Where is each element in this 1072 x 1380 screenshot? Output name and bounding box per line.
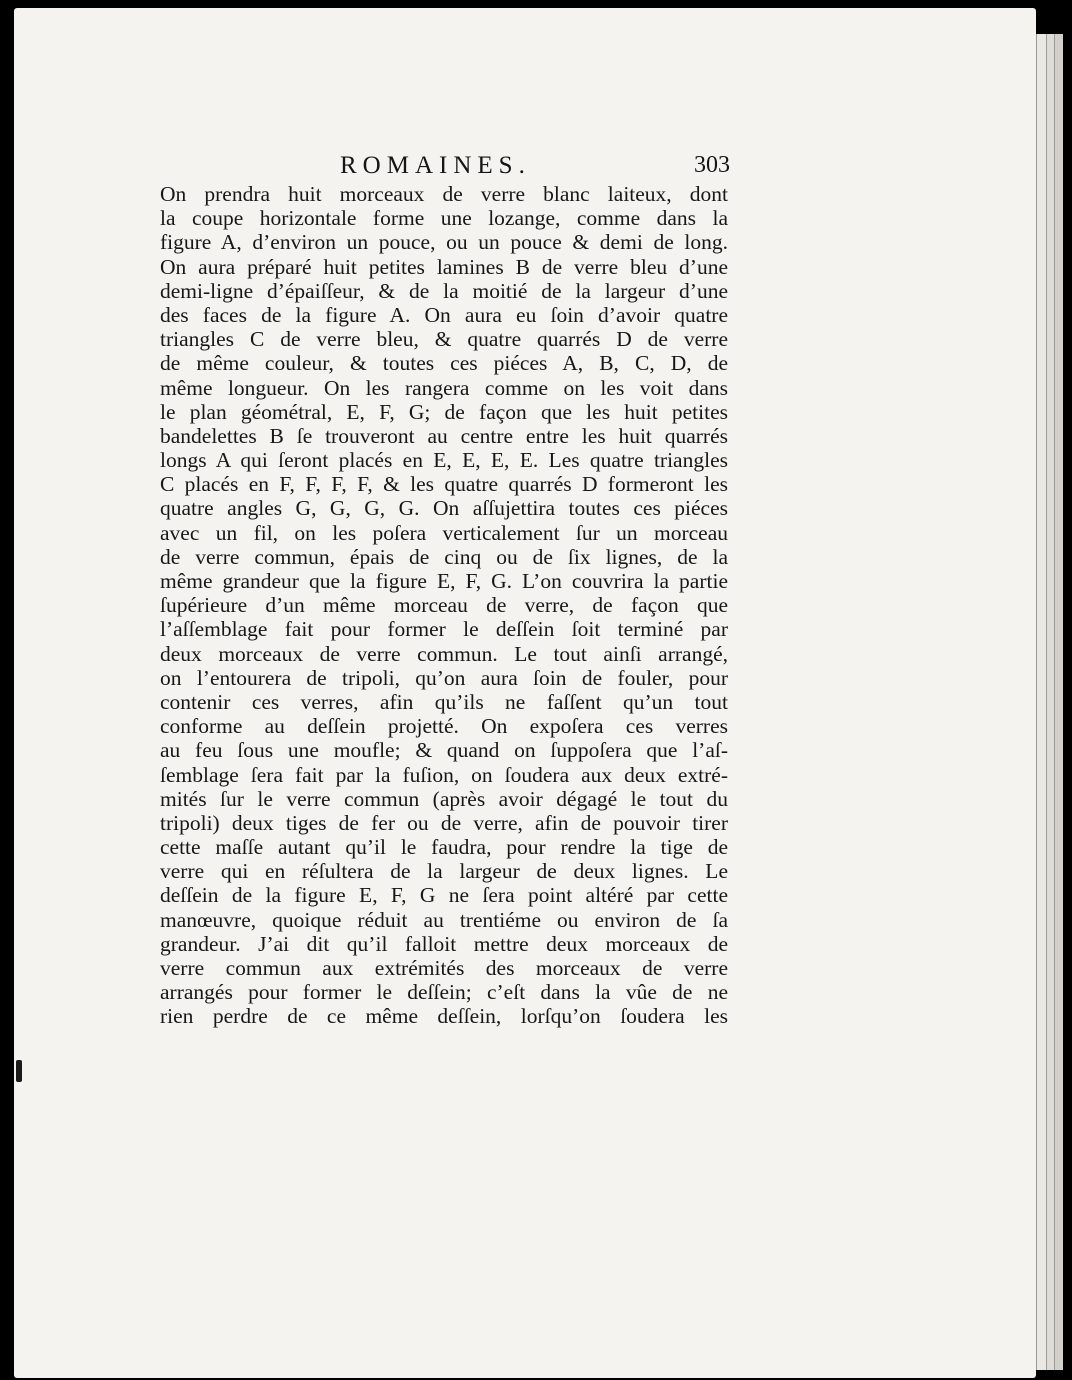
text-line: rien perdre de ce même deſſein, lorſqu’on ſoudera les — [160, 1004, 728, 1029]
text-line: deux morceaux de verre commun. Le tout ainſi arrangé, — [160, 641, 728, 666]
body-text — [160, 182, 728, 1029]
text-line: cette maſſe autant qu’il le faudra, pour rendre la tige de — [160, 835, 728, 860]
text-line: longs A qui ſeront placés en E, E, E, E. Les quatre triangles — [160, 448, 728, 473]
text-line: verre commun aux extrémités des morceaux de verre — [160, 956, 728, 980]
text-line: demi-ligne d’épaiſſeur, & de la moitié de la largeur d’une — [160, 278, 728, 303]
running-title: ROMAINES. — [340, 152, 531, 179]
text-line: verre qui en réſultera de la largeur de deux lignes. Le — [160, 859, 728, 884]
text-line: figure A, d’environ un pouce, ou un pouce & demi de long. — [160, 230, 728, 255]
text-line: mités ſur le verre commun (après avoir dégagé le tout du — [160, 786, 728, 811]
text-line: grandeur. J’ai dit qu’il falloit mettre deux morceaux de — [160, 931, 728, 956]
text-line: deſſein de la figure E, F, G ne ſera point altéré par cette — [160, 883, 728, 908]
text-line: des faces de la figure A. On aura eu ſoin d’avoir quatre — [160, 302, 728, 327]
text-line: contenir ces verres, afin qu’ils ne faſſent qu’un tout — [160, 689, 728, 714]
page-number: 303 — [694, 152, 730, 178]
text-line: On aura préparé huit petites lamines B de verre bleu d’une — [160, 254, 728, 279]
page-stack-edge — [1054, 34, 1063, 1370]
text-line: conforme au deſſein projetté. On expoſera ces verres — [160, 714, 728, 739]
text-line: même longueur. On les rangera comme on les voit dans — [160, 375, 728, 400]
text-line: de même couleur, & toutes ces piéces A, B, C, D, de — [160, 351, 728, 376]
text-line: le plan géométral, E, F, G; de façon que les huit petites — [160, 399, 728, 424]
text-line: On prendra huit morceaux de verre blanc laiteux, dont — [160, 182, 728, 206]
page-header — [160, 150, 730, 186]
text-line: avec un fil, on les poſera verticalement ſur un morceau — [160, 520, 728, 545]
text-line: bandelettes B ſe trouveront au centre entre les huit quarrés — [160, 423, 728, 448]
text-line: quatre angles G, G, G, G. On aſſujettira toutes ces piéces — [160, 496, 728, 521]
text-line: l’aſſemblage fait pour former le deſſein ſoit terminé par — [160, 617, 728, 642]
text-line: au feu ſous une moufle; & quand on ſuppoſera que l’aſ- — [160, 738, 728, 763]
text-line: tripoli) deux tiges de fer ou de verre, afin de pouvoir tirer — [160, 810, 728, 835]
text-line: même grandeur que la figure E, F, G. L’on couvrira la partie — [160, 569, 728, 593]
text-line: manœuvre, quoique réduit au trentiéme ou environ de ſa — [160, 907, 728, 932]
text-line: de verre commun, épais de cinq ou de ſix lignes, de la — [160, 544, 728, 569]
text-line: arrangés pour former le deſſein; c’eſt dans la vûe de ne — [160, 980, 728, 1005]
text-line: C placés en F, F, F, F, & les quatre quarrés D formeront les — [160, 472, 728, 497]
text-line: la coupe horizontale forme une lozange, comme dans la — [160, 206, 728, 231]
binding-clip — [16, 1060, 22, 1082]
text-line: triangles C de verre bleu, & quatre quarrés D de verre — [160, 327, 728, 352]
text-line: ſupérieure d’un même morceau de verre, de façon que — [160, 593, 728, 618]
text-line: on l’entourera de tripoli, qu’on aura ſoin de fouler, pour — [160, 665, 728, 690]
text-line: ſemblage ſera fait par la fuſion, on ſoudera aux deux extré- — [160, 762, 728, 787]
